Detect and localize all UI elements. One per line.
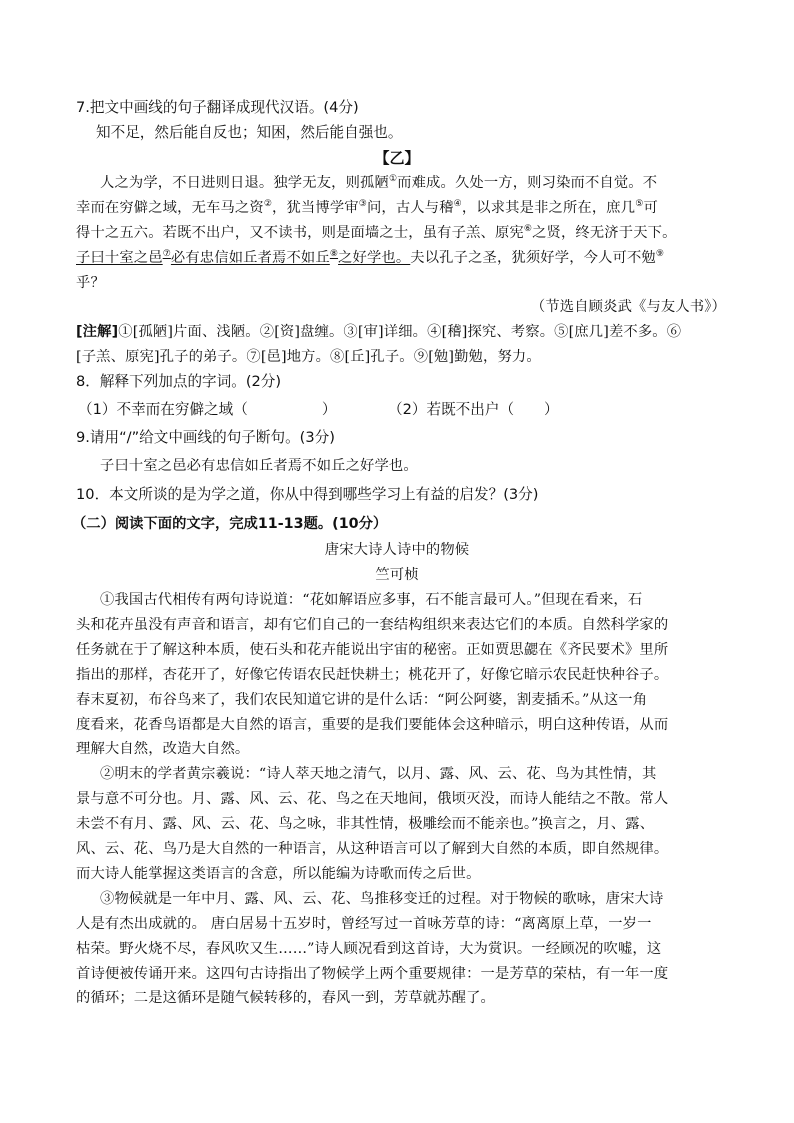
passage-text: ，以求其是非之所在，庶几 [461,200,636,216]
section-2-heading: （二）阅读下面的文字，完成11-13题。(10分） [72,516,388,532]
article-line: ②明末的学者黄宗羲说：“诗人萃天地之清气，以月、露、风、云、花、鸟为其性情，其 [100,766,657,782]
passage-text: 人之为学，不日进则日退。独学无友，则孤陋 [100,175,389,191]
passage-yi-line [76,273,726,293]
question-9-sentence: 子曰十室之邑必有忠信如丘者焉不如丘之好学也。 [100,458,418,474]
footnote-marker: ④ [453,199,462,209]
passage-yi-notes-line-1 [76,322,726,342]
article-line: 头和花卉虽没有声音和语言，却有它们自己的一套结构组织来表达它们的本质。自然科学家的 [76,617,669,633]
passage-text: 而难成。久处一方，则习染而不自觉。不 [397,175,658,191]
passage-yi-line [76,198,726,218]
passage-text: ，犹当博学审 [272,200,359,216]
passage-text: 子曰十室之邑 [76,250,163,266]
footnote-marker: ⑦ [162,249,171,259]
article-line: 指出的那样，杏花开了，好像它传语农民赶快耕土；桃花开了，好像它暗示农民赶快种谷子。 [76,667,669,683]
passage-text: 幸而在穷僻之域，无车马之资 [76,200,264,216]
question-7-label: 7.把文中画线的句子翻译成现代汉语。(4分) [76,99,359,116]
article-line: 景与意不可分也。月、露、风、云、花、鸟之在天地间，俄顷灭没，而诗人能结之不散。常人 [76,791,669,807]
article-line: 的循环；二是这循环是随气候转移的，春风一到，芳草就苏醒了。 [76,990,495,1006]
question-9-label: 9.请用“/”给文中画线的句子断句。(3分) [76,429,335,446]
article-line: 枯荣。野火烧不尽，春风吹又生……”诗人顾况看到这首诗，大为赏识。一经顾况的吹嘘，这 [76,941,662,957]
passage-text: 之好学也。 [338,250,411,266]
article-title: 唐宋大诗人诗中的物候 [324,542,470,558]
article-line: 风、云、花、鸟乃是大自然的一种语言，从这种语言可以了解到大自然的本质，即自然规律。 [76,841,669,857]
footnote-marker: ① [388,174,398,184]
notes-label: [注解] [76,324,119,340]
footnote-marker: ⑨ [655,249,665,259]
question-8-label: 8．解释下列加点的字词。(2分) [76,373,282,390]
question-8-item-1-text: （1）不幸而在穷僻之域（ [78,401,248,418]
passage-text: 问，古人与稽 [366,200,454,216]
footnote-marker: ⑤ [635,199,644,209]
footnote-marker: ② [263,199,273,209]
question-10-label: 10．本文所谈的是为学之道，你从中得到哪些学习上有益的启发？(3分) [76,486,539,503]
article-line: ①我国古代相传有两句诗说道：“花如解语应多事，石不能言最可人。”但现在看来，石 [100,592,643,608]
article-line: 任务就在于了解这种本质，使石头和花卉能说出宇宙的秘密。正如贾思勰在《齐民要术》里所 [76,642,669,658]
article-line: 度看来，花香鸟语都是大自然的语言，重要的是我们要能体会这种暗示，明白这种传语，从而 [76,717,669,733]
article-line: 春末夏初，布谷鸟来了，我们农民知道它讲的是什么话：“阿公阿婆，割麦插禾。”从这一角 [76,692,648,708]
footnote-marker: ⑥ [523,224,533,234]
passage-text: 之贤，终无济于天下。 [532,225,677,241]
question-8-item-2-text: （2）若既不出户（ [388,401,515,418]
article-line: 而大诗人能掌握这类语言的含意，所以能编为诗歌而传之后世。 [76,866,481,882]
notes-text-1: ①[孤陋]片面、浅陋。②[资]盘缠。③[审]详细。④[稽]探究、考察。⑤[庶几]差不多。⑥ [118,324,682,340]
article-line: 未尝不有月、露、风、云、花、鸟之咏，非其性情，极雕绘而不能亲也。”换言之，月、露、 [76,816,655,832]
passage-text: 必有忠信如丘者焉不如丘 [170,250,330,266]
article-line: 人是有杰出成就的。 唐白居易十五岁时，曾经写过一首咏芳草的诗：“离离原上草，一岁一 [76,916,652,932]
question-7-sentence: 知不足，然后能自反也；知困，然后能自强也。 [96,124,403,141]
article-line: ③物候就是一年中月、露、风、云、花、鸟推移变迁的过程。对于物候的歌咏，唐宋大诗 [100,891,664,907]
footnote-marker: ③ [358,199,367,209]
passage-text: 可 [643,200,658,216]
passage-yi-heading: 【乙】 [374,149,420,167]
passage-text: 得十之五六。若既不出户，又不读书，则是面墙之士，虽有子羔、原宪 [76,225,524,241]
article-line: 理解大自然，改造大自然。 [76,741,250,757]
question-8-item-1-close: ） [321,401,337,418]
passage-yi-line [76,248,726,268]
article-author: 竺可桢 [375,567,419,583]
passage-yi-notes-line-2: [子羔、原宪]孔子的弟子。⑦[邑]地方。⑧[丘]孔子。⑨[勉]勤勉，努力。 [76,349,541,365]
passage-text: 乎？ [76,275,105,291]
article-line: 首诗便被传诵开来。这四句古诗指出了物候学上两个重要规律：一是芳草的荣枯，有一年一度 [76,966,669,982]
passage-yi-source: （节选自顾炎武《与友人书》） [530,299,726,315]
question-8-item-2 [388,400,688,420]
passage-text: 夫以孔子之圣，犹须好学，今人可不勉 [410,250,656,266]
question-8-item-2-close: ） [544,401,559,418]
footnote-marker: ⑧ [329,249,339,259]
passage-yi-line [76,223,726,243]
passage-yi-line [100,173,750,193]
